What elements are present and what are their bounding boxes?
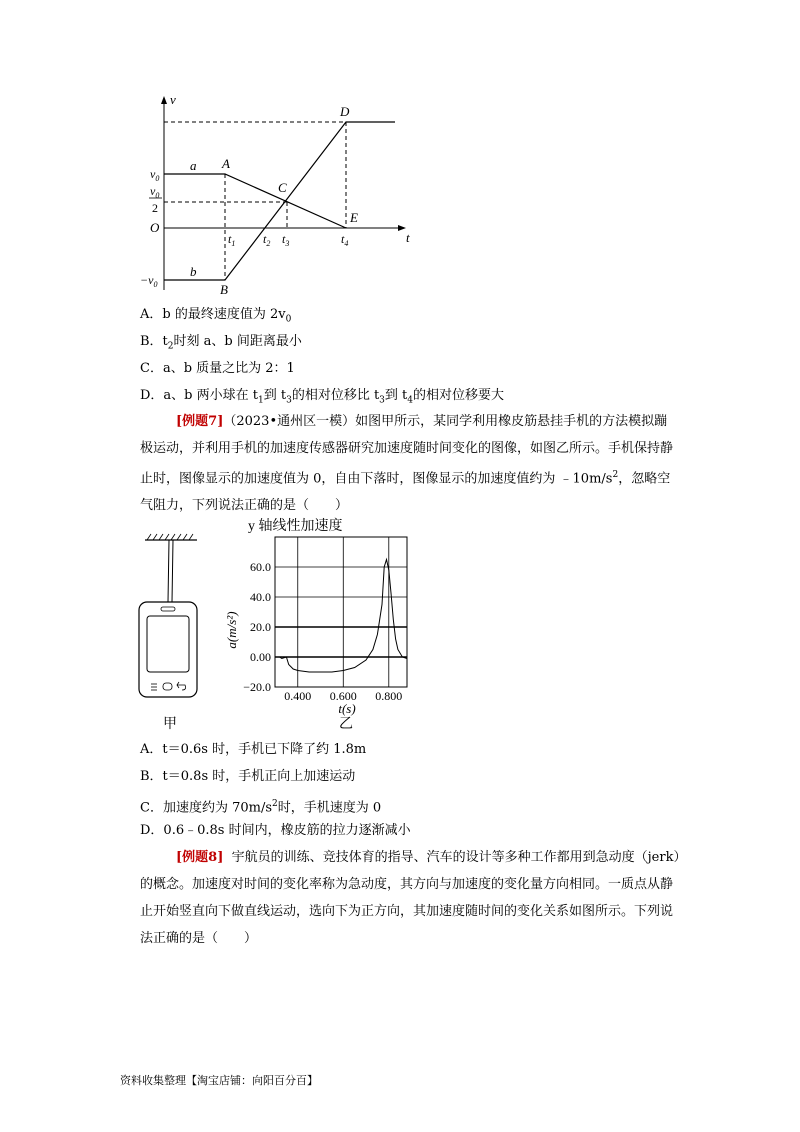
q7-option-d: D．0.6﹣0.8s 时间内，橡皮筋的拉力逐渐减小 (140, 823, 411, 838)
t-axis-label: t (406, 230, 410, 245)
tick-t1: $t_1$ (228, 232, 236, 248)
label-jia: 甲 (163, 716, 177, 732)
label-b: b (190, 264, 197, 279)
line-a (164, 174, 346, 228)
point-A: A (222, 156, 230, 171)
label-yi: 乙 (339, 716, 353, 732)
tick-t3: $t_3$ (282, 232, 290, 248)
example-7-tag: [例题7] (176, 414, 224, 429)
x-tick-label: 0.800 (375, 689, 403, 703)
x-tick-label: 0.400 (284, 689, 312, 703)
chart-ylabel: a(m/s²) (224, 611, 239, 649)
chart-xlabel: t(s) (338, 701, 356, 716)
neg-v0-label: $-v_0$ (140, 273, 158, 289)
acceleration-series-line (275, 560, 407, 673)
q7-option-a: A．t＝0.6s 时，手机已下降了约 1.8m (140, 742, 367, 757)
y-tick-label: 60.0 (250, 560, 271, 574)
x-tick-label: 0.600 (329, 689, 357, 703)
y-tick-label: 40.0 (250, 590, 271, 604)
point-D: D (340, 104, 350, 119)
example-7-text: [例题7]（2023•通州区一模）如图甲所示，某同学利用橡皮筋悬挂手机的方法模拟蹦极运动，并利用手机的加速度传感器研究加速度随时间变化的图像，如图乙所示。手机保持静止时，图像显示的加速度值为 0，自由下落时，图像显示的加速度值约为 $﹣10m/s^2$，忽略空气阻力，下列说法正确的是（ ） (140, 414, 674, 514)
q7-option-c: C．加速度约为 $70m/s^2$时，手机速度为 0 (140, 799, 382, 816)
acceleration-chart (222, 510, 422, 735)
plot-frame (275, 537, 407, 687)
q6-option-b: B．$t_2$时刻 a、b 间距离最小 (140, 334, 302, 352)
point-E: E (350, 210, 358, 225)
label-a: a (190, 158, 197, 173)
point-C: C (278, 180, 287, 195)
y-tick-label: 20.0 (250, 620, 271, 634)
t-axis-arrow-icon (398, 225, 406, 231)
q6-option-c: C．a、b 质量之比为 2：1 (140, 361, 295, 376)
v-axis-label: v (170, 92, 176, 107)
tick-t4: $t_4$ (341, 232, 349, 248)
example-8-text: [例题8] 宇航员的训练、竞技体育的指导、汽车的设计等多种工作都用到急动度（jerk）的概念。加速度对时间的变化率称为急动度，其方向与加速度的变化量方向相同。一质点从静止开始竖直向下做直线运动，选向下为正方向，其加速度随时间的变化关系如图所示。下列说法正确的是（ ） (140, 850, 680, 946)
y-tick-label: −20.0 (243, 680, 271, 694)
half-v0-num: $v_0$ (150, 184, 160, 200)
example-8-tag: [例题8] (176, 850, 224, 865)
half-den: 2 (152, 201, 158, 215)
tick-t2: $t_2$ (263, 232, 271, 248)
line-b (164, 122, 395, 280)
vt-diagram (140, 90, 430, 300)
phone-figure (135, 532, 215, 732)
q7-option-b: B．t＝0.8s 时，手机正向上加速运动 (140, 769, 356, 784)
q6-option-a: A．b 的最终速度值为 $2v_0$ (140, 307, 292, 325)
v-axis-arrow-icon (161, 96, 167, 104)
y-tick-label: 0.00 (250, 650, 271, 664)
v0-label: $v_0$ (150, 167, 160, 183)
point-B: B (220, 282, 228, 297)
footer-text: 资料收集整理【淘宝店铺：向阳百分百】 (120, 1074, 318, 1087)
origin-label: O (150, 220, 160, 235)
q6-option-d: D．a、b 两小球在 $t_1$到 $t_3$的相对位移比 $t_3$到 $t_4$的相对位移要大 (140, 388, 505, 406)
rubber-band (168, 540, 173, 602)
chart-title: y 轴线性加速度 (248, 519, 343, 534)
